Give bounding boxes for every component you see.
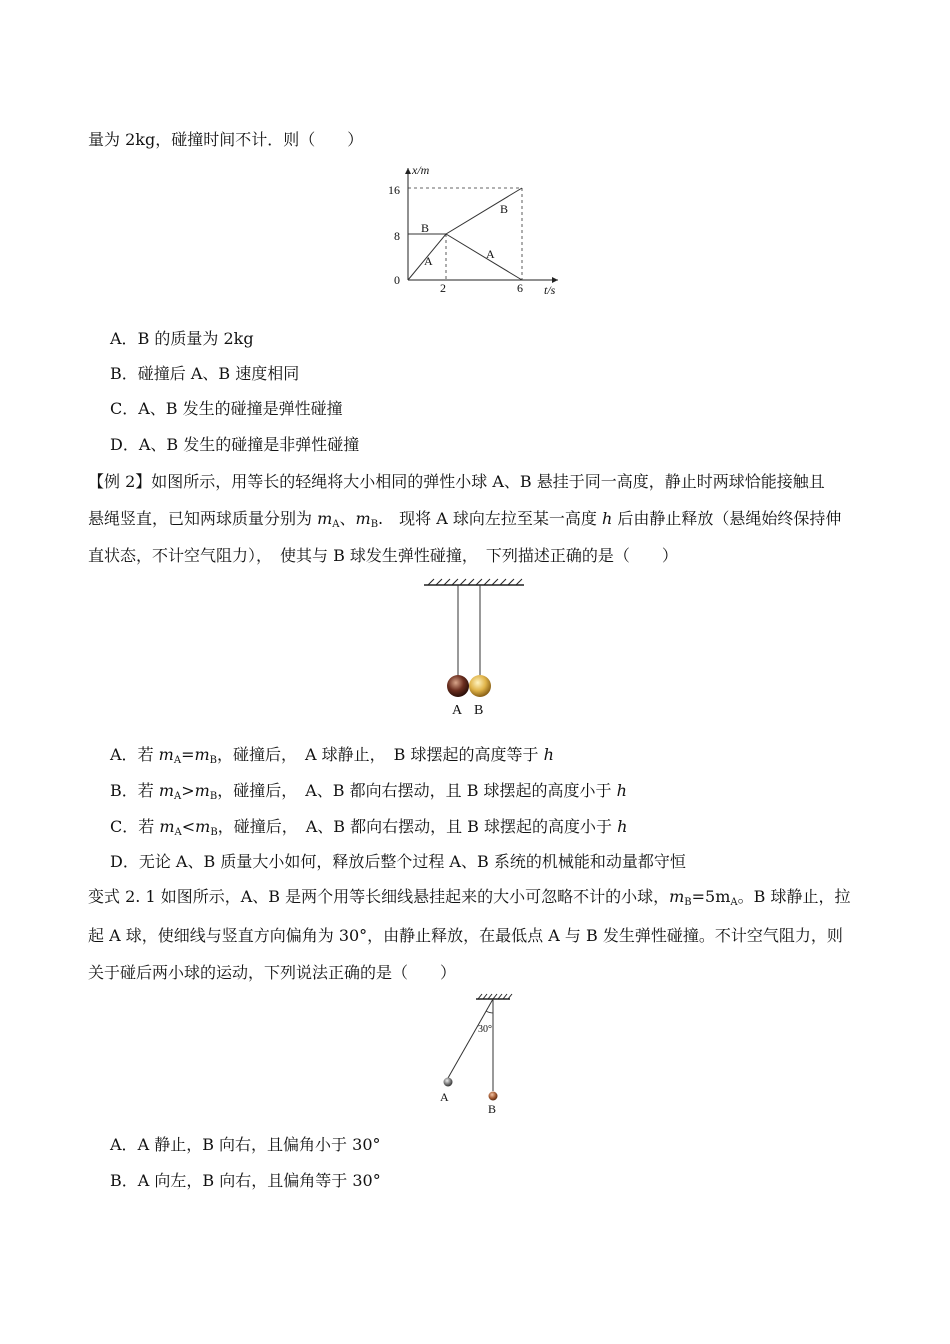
var21-line-2: 起 A 球，使细线与竖直方向偏角为 30°，由静止释放，在最低点 A 与 B 发生弹性碰撞。不计空气阻力，则 (88, 926, 843, 945)
ex2-option-d: D．无论 A、B 质量大小如何，释放后整个过程 A、B 系统的机械能和动量都守恒 (110, 852, 686, 871)
angle-label: 30° (478, 1024, 492, 1035)
label-B-before: B (421, 221, 430, 235)
ceiling-hatch (428, 579, 522, 585)
ball-b (469, 675, 491, 697)
var21-line-1: 变式 2. 1 如图所示，A、B 是两个用等长细线悬挂起来的大小可忽略不计的小球，$m_B=5m_A$。B 球静止，拉 (88, 887, 851, 908)
angle-arc (486, 1011, 493, 1013)
ex2-tag: 【例 2】 (88, 472, 152, 491)
var21-option-b: B．A 向左，B 向右，且偏角等于 30° (110, 1171, 381, 1190)
q1-option-c: C．A、B 发生的碰撞是弹性碰撞 (110, 399, 343, 418)
label-a: A (452, 703, 463, 718)
ex2-option-b: B．若 $m_A>m_B$，碰撞后， A、B 都向右摆动，且 B 球摆起的高度小于 h (110, 781, 627, 802)
deflected-pendulum-figure (430, 990, 520, 1124)
label-A-after: A (486, 247, 495, 261)
label-b: B (474, 703, 484, 718)
var21-option-a: A．A 静止，B 向右，且偏角小于 30° (110, 1135, 381, 1154)
y-tick-0: 0 (394, 273, 400, 287)
ex2-option-c: C．若 $m_A<m_B$，碰撞后， A、B 都向右摆动，且 B 球摆起的高度小于 h (110, 817, 628, 838)
q1-option-d: D．A、B 发生的碰撞是非弹性碰撞 (110, 435, 360, 454)
ex2-line-1: 【例 2】如图所示，用等长的轻绳将大小相同的弹性小球 A、B 悬挂于同一高度，静止时两球恰能接触且 (88, 472, 825, 491)
q1-option-b: B．碰撞后 A、B 速度相同 (110, 364, 300, 383)
ball-a (444, 1078, 453, 1087)
ex2-option-a: A．若 $m_A=m_B$，碰撞后， A 球静止， B 球摆起的高度等于 h (110, 745, 554, 766)
xt-graph (380, 160, 580, 309)
label-B-after: B (500, 202, 509, 216)
ball-b (489, 1092, 498, 1101)
x-axis-label: t/s (544, 283, 556, 297)
xt-graph-svg (380, 160, 580, 305)
deflected-pendulum-svg (430, 990, 520, 1120)
pendulum-svg (420, 575, 530, 720)
y-axis-label: x/m (412, 163, 430, 177)
pendulum-figure (420, 575, 530, 724)
x-tick-2: 2 (440, 281, 446, 295)
x-tick-6: 6 (517, 281, 523, 295)
q1-option-a: A．B 的质量为 2kg (110, 329, 254, 348)
y-tick-16: 16 (388, 183, 400, 197)
label-a: A (440, 1090, 449, 1104)
ex2-line-2: 悬绳竖直，已知两球质量分别为 $m_A$、$m_B$. 现将 A 球向左拉至某一高度 h 后由静止释放（悬绳始终保持伸 (88, 509, 842, 530)
intro-line: 量为 2kg，碰撞时间不计．则（ ） (88, 130, 364, 149)
ex2-line-3: 直状态，不计空气阻力）， 使其与 B 球发生弹性碰撞， 下列描述正确的是（ ） (88, 546, 678, 565)
y-tick-8: 8 (394, 229, 400, 243)
label-A-before: A (424, 254, 433, 268)
var21-line-3: 关于碰后两小球的运动，下列说法正确的是（ ） (88, 963, 457, 982)
ball-a (447, 675, 469, 697)
label-b: B (488, 1102, 497, 1116)
